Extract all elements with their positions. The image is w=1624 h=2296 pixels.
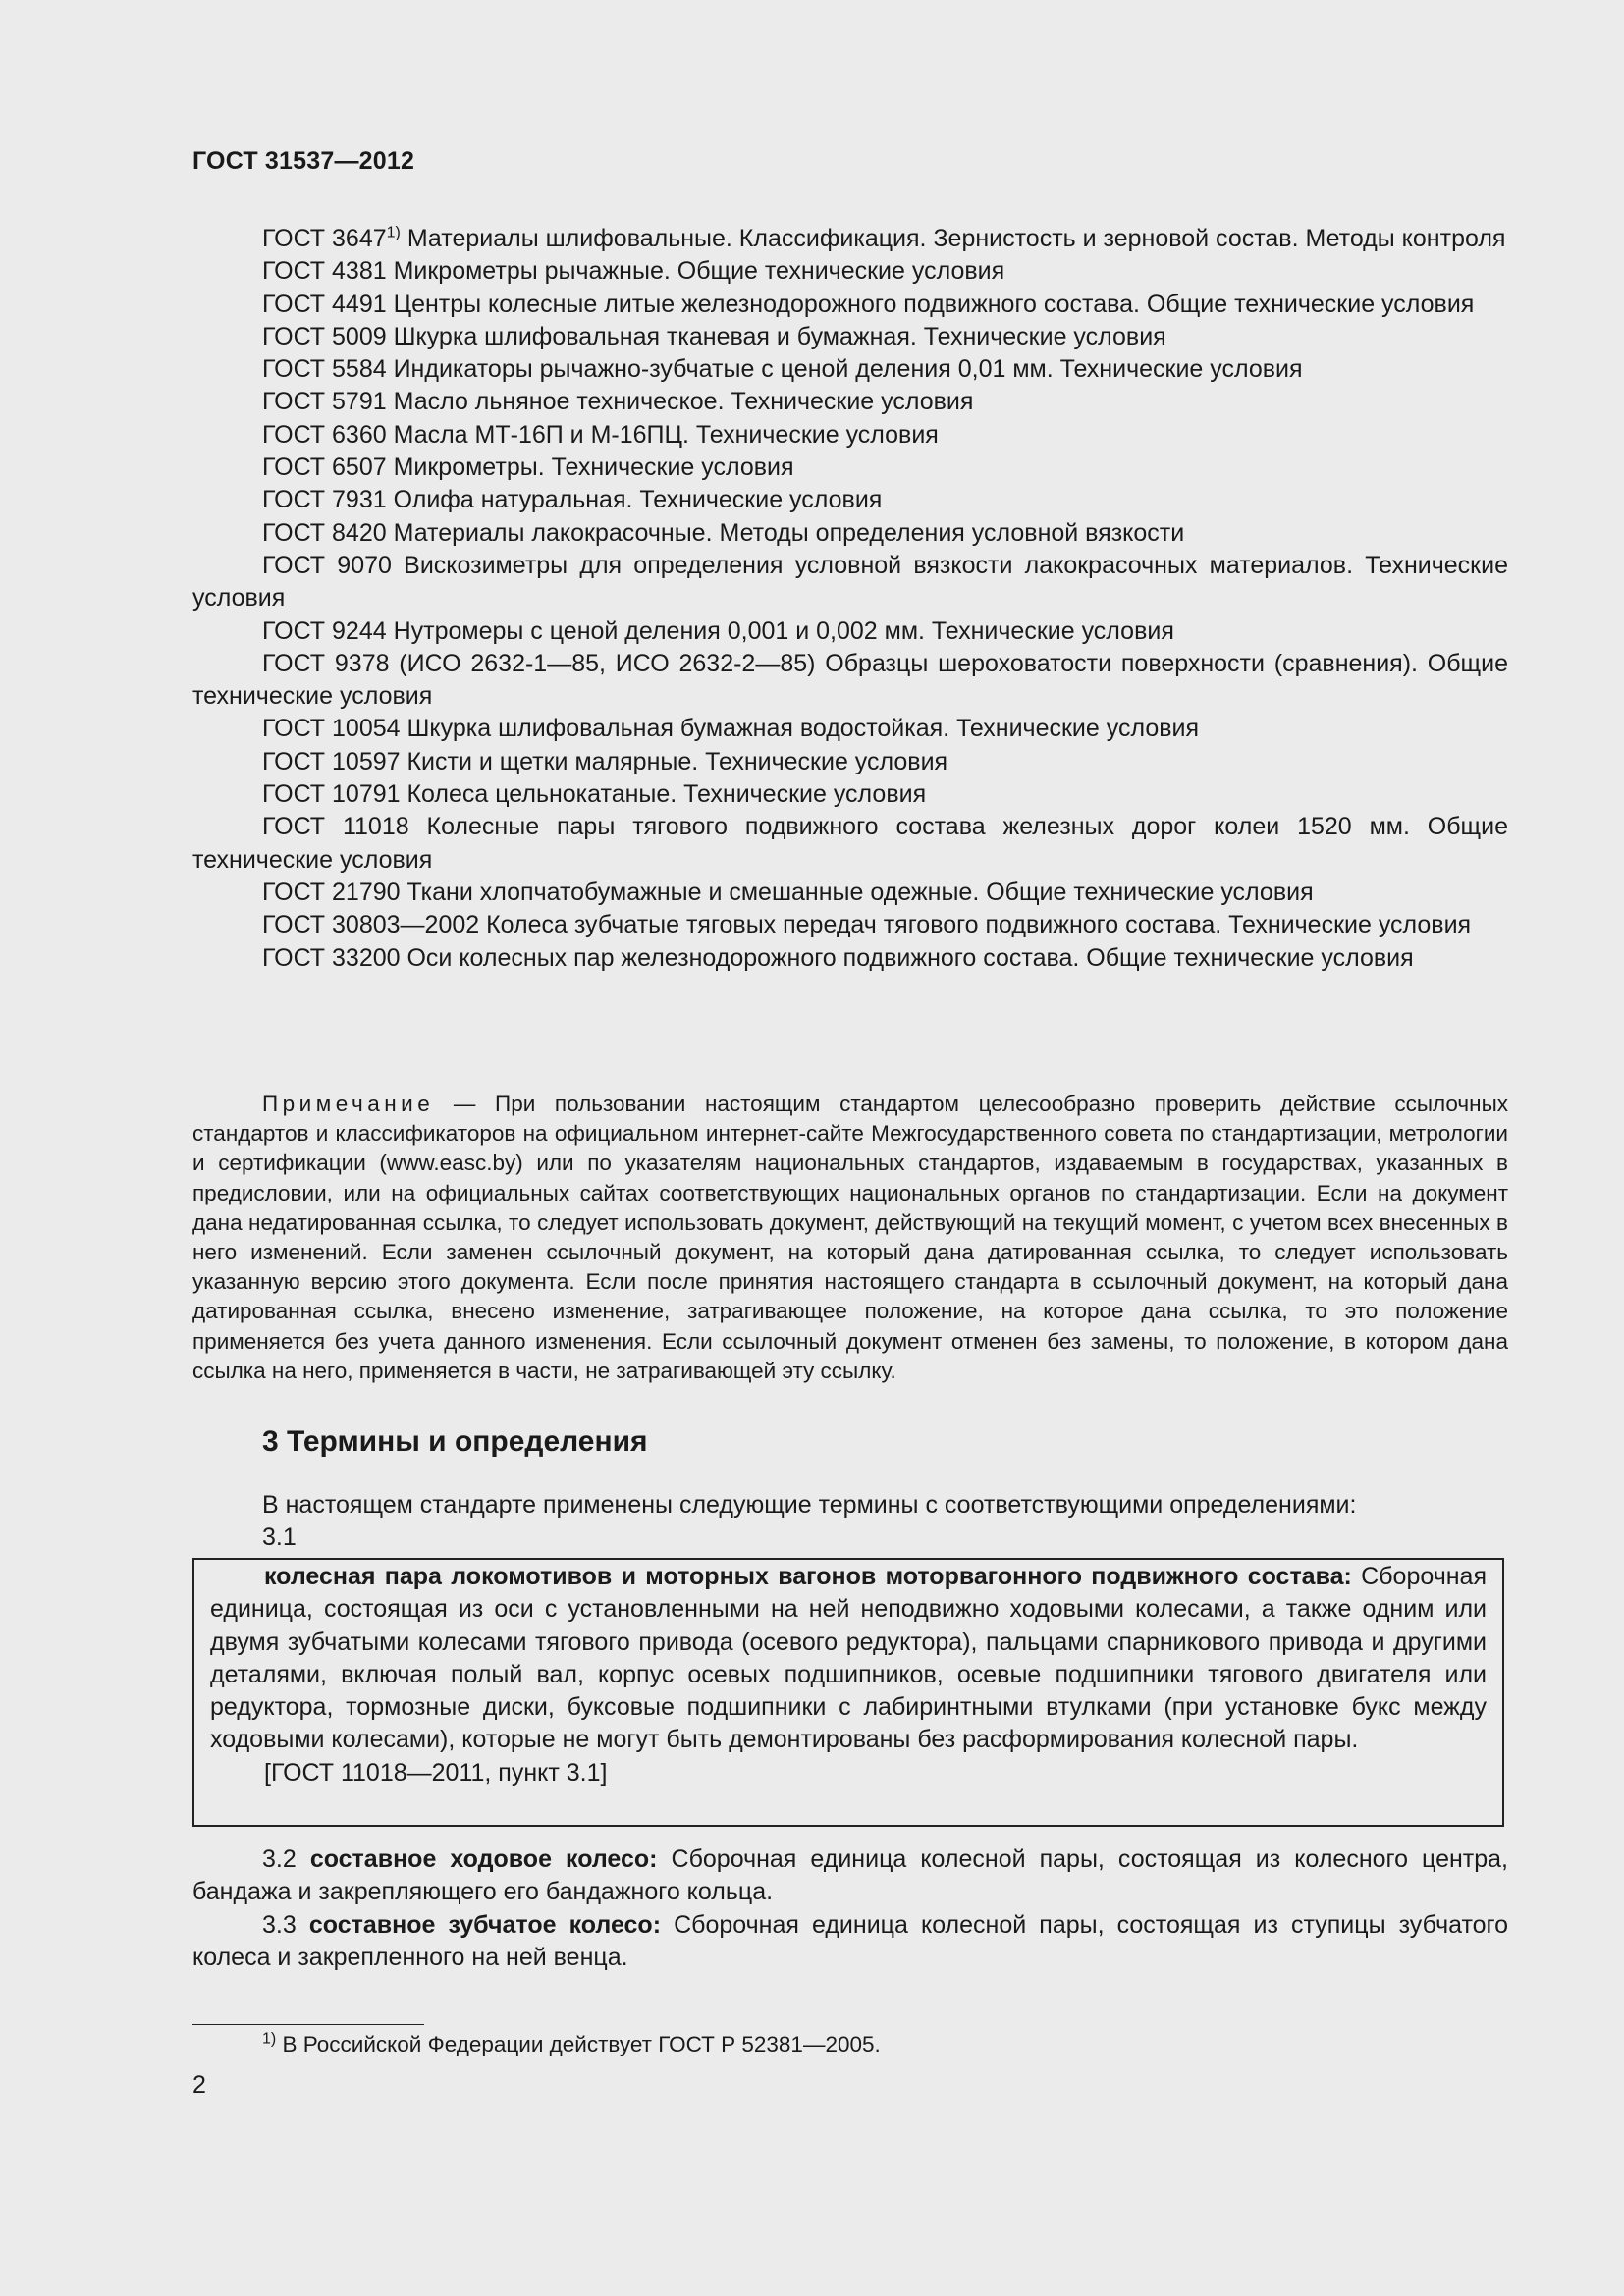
reference-item: ГОСТ 11018 Колесные пары тягового подвижного состава железных дорог колеи 1520 мм. Общие технические условия bbox=[192, 813, 1508, 874]
reference-item: ГОСТ 8420 Материалы лакокрасочные. Методы определения условной вязкости bbox=[262, 518, 1185, 547]
reference-item: ГОСТ 10791 Колеса цельнокатаные. Технические условия bbox=[262, 780, 927, 809]
document-header: ГОСТ 31537—2012 bbox=[192, 147, 415, 175]
term-name: составное зубчатое колесо: bbox=[308, 1910, 662, 1939]
note-label: Примечание bbox=[262, 1092, 435, 1116]
page-number: 2 bbox=[192, 2071, 206, 2099]
footnote-mark: 1) bbox=[386, 224, 401, 241]
footnote-mark: 1) bbox=[262, 2030, 277, 2048]
reference-item: ГОСТ 5584 Индикаторы рычажно-зубчатые с ценой деления 0,01 мм. Технические условия bbox=[262, 355, 1303, 384]
term-name: составное ходовое колесо: bbox=[309, 1845, 658, 1873]
section-title: 3 Термины и определения bbox=[262, 1425, 648, 1458]
term-definition: колесная пара локомотивов и моторных вагонов моторвагонного подвижного состава: Сборочная единица, состоящая из оси с установленными на ней неподвижно ходовыми колесами, а также одним или двумя зубчатыми колесами тягового привода (осевого редуктора), пальцами спарникового привода и другими деталями, включая полый вал, корпус осевых подшипников, осевые подшипники тягового двигателя или редуктора, тормозные диски, буксовые подшипники с лабиринтными втулками (при установке букс между ходовыми колесами), которые не могут быть демонтированы без расформирования колесной пары. bbox=[210, 1563, 1487, 1754]
references-note: Примечание — При пользовании настоящим стандартом целесообразно проверить действие ссылочных стандартов и классификаторов на официальном интернет-сайте Межгосударственного совета по стандартизации, метрологии и сертификации (www.easc.by) или по указателям национальных стандартов, издаваемым в государствах, указанных в предисловии, или на официальных сайтах соответствующих национальных органов по стандартизации. Если на документ дана недатированная ссылка, то следует использовать документ, действующий на текущий момент, с учетом всех внесенных в него изменений. Если заменен ссылочный документ, на который дана датированная ссылка, то следует использовать указанную версию этого документа. Если после принятия настоящего стандарта в ссылочный документ, на который дана датированная ссылка, внесено изменение, затрагивающее положение, на которое дана ссылка, то это положение применяется без учета данного изменения. Если ссылочный документ отменен без замены, то положение, в котором дана ссылка на него, применяется в части, не затрагивающей эту ссылку. bbox=[192, 1092, 1508, 1383]
footnote: $^{1)}$ В Российской Федерации действует ГОСТ Р 52381—2005. bbox=[262, 2030, 881, 2056]
term-number: 3.1 bbox=[262, 1523, 297, 1552]
reference-item: ГОСТ 6360 Масла МТ-16П и М-16ПЦ. Технические условия bbox=[262, 420, 939, 449]
normative-references-list bbox=[192, 223, 1508, 975]
reference-item: ГОСТ 9378 (ИСО 2632-1—85, ИСО 2632-2—85) Образцы шероховатости поверхности (сравнения). Общие технические условия bbox=[192, 649, 1508, 711]
reference-item: ГОСТ 33200 Оси колесных пар железнодорожного подвижного состава. Общие технические условия bbox=[262, 943, 1414, 972]
reference-item: ГОСТ 4381 Микрометры рычажные. Общие технические условия bbox=[262, 257, 1005, 286]
reference-item: ГОСТ 3647$^{1)}$ Материалы шлифовальные. Классификация. Зернистость и зерновой состав. Методы контроля bbox=[262, 224, 1506, 252]
section-intro bbox=[192, 1489, 1508, 1555]
reference-item: ГОСТ 10597 Кисти и щетки малярные. Технические условия bbox=[262, 747, 948, 775]
reference-item: ГОСТ 30803—2002 Колеса зубчатые тяговых передач тягового подвижного состава. Технические условия bbox=[262, 911, 1472, 939]
intro-text: В настоящем стандарте применены следующие термины с соответствующими определениями: bbox=[262, 1491, 1357, 1519]
reference-item: ГОСТ 7931 Олифа натуральная. Технические условия bbox=[262, 486, 883, 514]
term-definition-box bbox=[192, 1558, 1504, 1827]
reference-item: ГОСТ 4491 Центры колесные литые железнодорожного подвижного состава. Общие технические условия bbox=[262, 290, 1475, 318]
reference-item: ГОСТ 21790 Ткани хлопчатобумажные и смешанные одежные. Общие технические условия bbox=[262, 878, 1314, 906]
term-definition: 3.3 составное зубчатое колесо: Сборочная единица колесной пары, состоящая из ступицы зубчатого колеса и закрепленного на ней венца. bbox=[192, 1910, 1508, 1971]
term-source: [ГОСТ 11018—2011, пункт 3.1] bbox=[264, 1758, 608, 1787]
reference-item: ГОСТ 9244 Нутромеры с ценой деления 0,001 и 0,002 мм. Технические условия bbox=[262, 616, 1174, 645]
reference-item: ГОСТ 5791 Масло льняное техническое. Технические условия bbox=[262, 388, 974, 416]
additional-terms bbox=[192, 1843, 1508, 1974]
note-text: При пользовании настоящим стандартом целесообразно проверить действие ссылочных стандартов и классификаторов на официальном интернет-сайте Межгосударственного совета по стандартизации, метрологии и сертификации (www.easc.by) или по указателям национальных стандартов, издаваемым в государствах, указанных в предисловии, или на официальных сайтах соответствующих национальных органов по стандартизации. Если на документ дана недатированная ссылка, то следует использовать документ, действующий на текущий момент, с учетом всех внесенных в него изменений. Если заменен ссылочный документ, на который дана датированная ссылка, то следует использовать указанную версию этого документа. Если после принятия настоящего стандарта в ссылочный документ, на который дана датированная ссылка, внесено изменение, затрагивающее положение, на которое дана ссылка, то это положение применяется без учета данного изменения. Если ссылочный документ отменен без замены, то положение, в котором дана ссылка на него, применяется в части, не затрагивающей эту ссылку. bbox=[192, 1092, 1508, 1383]
reference-item: ГОСТ 5009 Шкурка шлифовальная тканевая и бумажная. Технические условия bbox=[262, 322, 1166, 350]
term-definition: 3.2 составное ходовое колесо: Сборочная единица колесной пары, состоящая из колесного центра, бандажа и закрепляющего его бандажного кольца. bbox=[192, 1845, 1508, 1906]
reference-item: ГОСТ 9070 Вискозиметры для определения условной вязкости лакокрасочных материалов. Технические условия bbox=[192, 551, 1508, 613]
footnote-divider bbox=[192, 2024, 424, 2025]
reference-item: ГОСТ 6507 Микрометры. Технические условия bbox=[262, 454, 794, 482]
term-name: колесная пара локомотивов и моторных вагонов моторвагонного подвижного состава: bbox=[264, 1563, 1352, 1590]
reference-item: ГОСТ 10054 Шкурка шлифовальная бумажная водостойкая. Технические условия bbox=[262, 715, 1200, 743]
document-page bbox=[192, 0, 1508, 2296]
